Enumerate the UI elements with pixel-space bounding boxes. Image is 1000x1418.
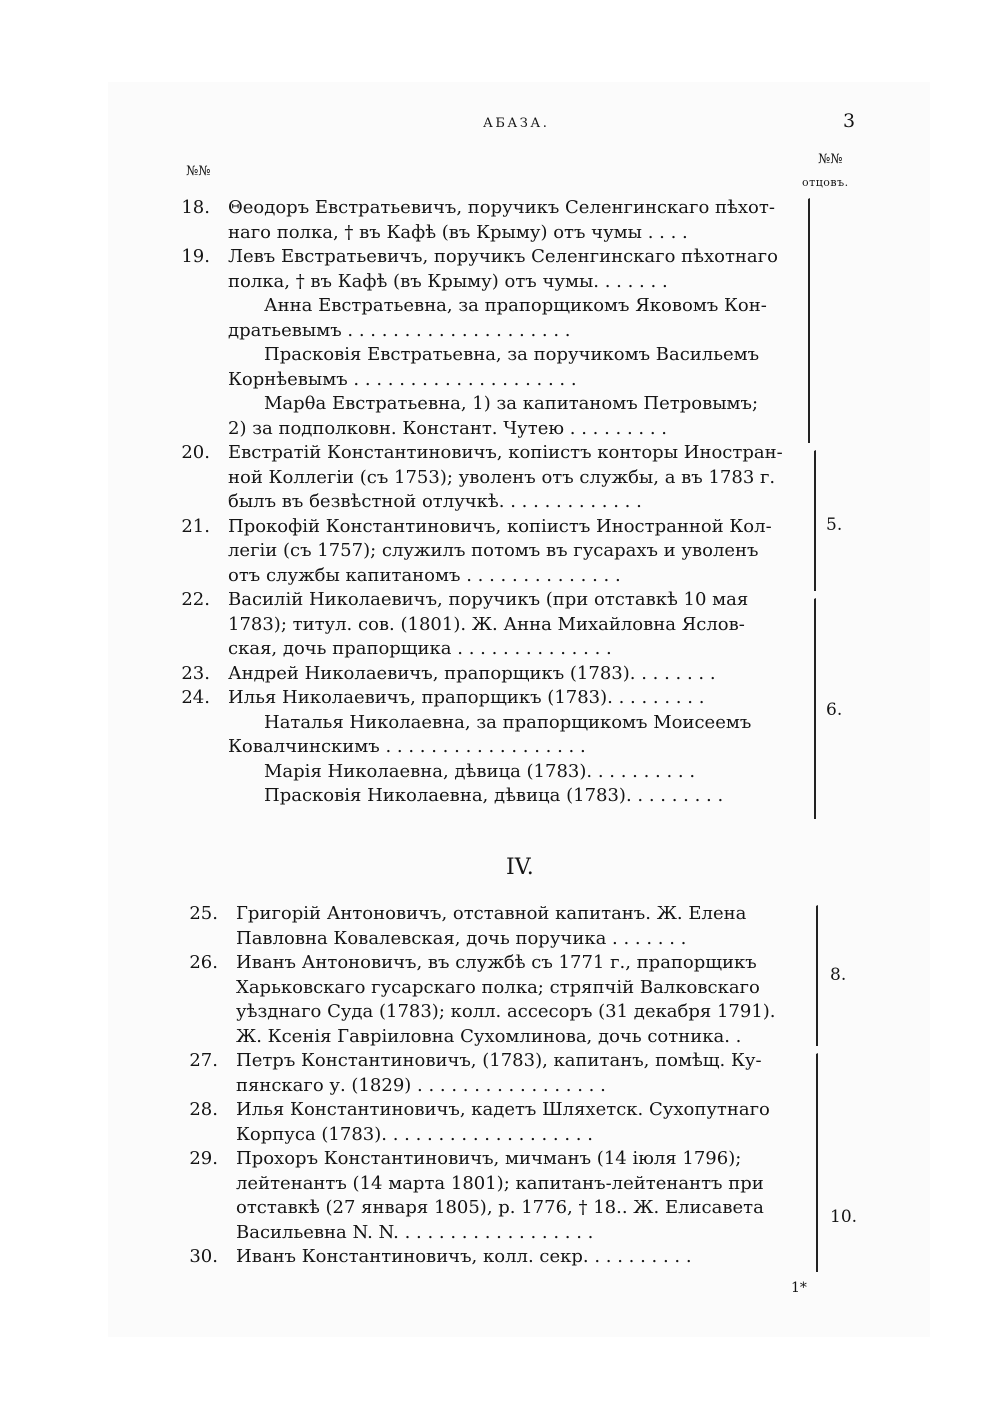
entry-text: наго полка, † въ Кафѣ (въ Крыму) отъ чумы . . . .: [228, 221, 688, 243]
entry-number: 22.: [181, 589, 210, 610]
entry-line: [0, 784, 1000, 808]
entry-number: 19.: [181, 246, 210, 267]
father-ref: 8.: [830, 965, 847, 985]
entry-line: [0, 1098, 1000, 1122]
entry-line: [0, 1245, 1000, 1269]
entry-line: [0, 539, 1000, 563]
entry-text: Васильевна N. N. . . . . . . . . . . . . . . . . .: [236, 1221, 594, 1243]
entry-line: [0, 490, 1000, 514]
column-header-right-label: отцовъ.: [802, 176, 849, 189]
entry-text: Θеодоръ Евстратьевичъ, поручикъ Селенгинскаго пѣхот-: [228, 197, 775, 218]
entry-text: Корнѣевымъ . . . . . . . . . . . . . . . . . . . .: [228, 368, 577, 390]
entry-text: полка, † въ Кафѣ (въ Крыму) отъ чумы. . . . . . .: [228, 270, 668, 292]
entry-text: былъ въ безвѣстной отлучкѣ. . . . . . . . . . . . .: [228, 491, 642, 512]
entry-text: Наталья Николаевна, за прапорщикомъ Моисеемъ: [264, 711, 752, 733]
entry-text: Прокофій Константиновичъ, копіистъ Иностранной Кол-: [228, 515, 772, 537]
entry-text: Андрей Николаевичъ, прапорщикъ (1783). . . . . . . .: [228, 662, 716, 684]
entry-line: [0, 613, 1000, 637]
entry-text: Илья Николаевичъ, прапорщикъ (1783). . . . . . . . .: [228, 687, 705, 708]
entry-line: [0, 760, 1000, 784]
entry-line: [0, 686, 1000, 710]
entry-line: [0, 294, 1000, 318]
entry-text: Ж. Ксенія Гавріиловна Сухомлинова, дочь сотника. .: [236, 1025, 742, 1047]
entry-line: [0, 1172, 1000, 1196]
entry-line: [0, 662, 1000, 686]
bracket: [806, 1053, 818, 1272]
column-header-right: №№: [818, 152, 843, 167]
entry-line: [0, 711, 1000, 735]
father-ref: 10.: [830, 1207, 858, 1227]
entry-number: 27.: [189, 1050, 218, 1071]
entry-number: 21.: [181, 515, 210, 537]
entry-text: Григорій Антоновичъ, отставной капитанъ. Ж. Елена: [236, 903, 747, 924]
entry-line: [0, 735, 1000, 759]
entry-line: [0, 196, 1000, 220]
entry-text: Прасковія Николаевна, дѣвица (1783). . . . . . . . .: [264, 785, 724, 806]
entry-line: [0, 319, 1000, 343]
entry-line: [0, 417, 1000, 441]
entry-line: [0, 466, 1000, 490]
entry-text: ская, дочь прапорщика . . . . . . . . . . . . . .: [228, 638, 612, 659]
entry-number: 25.: [189, 903, 218, 924]
bracket: [804, 598, 816, 819]
entry-line: [0, 270, 1000, 294]
father-ref: 6.: [826, 700, 843, 720]
entry-line: [0, 221, 1000, 245]
entry-text: Марθа Евстратьевна, 1) за капитаномъ Петровымъ;: [264, 393, 759, 414]
bracket: [806, 905, 818, 1046]
entry-line: [0, 1123, 1000, 1147]
entry-line: [0, 1000, 1000, 1024]
entry-text: Ковалчинскимъ . . . . . . . . . . . . . . . . . .: [228, 736, 586, 757]
father-ref: 5.: [826, 515, 843, 535]
entry-line: [0, 1147, 1000, 1171]
column-header-left: №№: [186, 164, 211, 179]
entry-line: [0, 951, 1000, 975]
entry-line: [0, 976, 1000, 1000]
entry-text: Харьковскаго гусарскаго полка; стряпчій Валковскаго: [236, 976, 760, 998]
printer-signature: 1*: [791, 1280, 807, 1296]
running-title: АБАЗА.: [483, 116, 550, 131]
entry-text: лейтенантъ (14 марта 1801); капитанъ-лейтенантъ при: [236, 1172, 764, 1194]
entry-text: Евстратій Константиновичъ, копіистъ конторы Иностран-: [228, 442, 783, 463]
entry-line: [0, 368, 1000, 392]
entry-number: 20.: [181, 442, 210, 463]
entry-line: [0, 392, 1000, 416]
entry-text: пянскаго у. (1829) . . . . . . . . . . . . . . . . .: [236, 1074, 606, 1096]
entry-text: Илья Константиновичъ, кадетъ Шляхетск. Сухопутнаго: [236, 1099, 770, 1120]
entry-text: дратьевымъ . . . . . . . . . . . . . . . . . . . .: [228, 319, 571, 341]
entry-line: [0, 1025, 1000, 1049]
entry-line: [0, 902, 1000, 926]
entry-text: легіи (съ 1757); служилъ потомъ въ гусарахъ и уволенъ: [228, 540, 759, 561]
entry-line: [0, 245, 1000, 269]
entry-text: 1783); титул. сов. (1801). Ж. Анна Михайловна Яслов-: [228, 613, 745, 635]
entry-text: Левъ Евстратьевичъ, поручикъ Селенгинскаго пѣхотнаго: [228, 246, 778, 267]
entry-text: уѣзднаго Суда (1783); колл. ассесоръ (31 декабря 1791).: [236, 1001, 776, 1022]
entry-text: Иванъ Антоновичъ, въ службѣ съ 1771 г., прапорщикъ: [236, 952, 757, 973]
entry-text: отъ службы капитаномъ . . . . . . . . . . . . . .: [228, 564, 621, 586]
section-heading: IV.: [506, 855, 534, 880]
entry-number: 30.: [189, 1246, 218, 1267]
entry-text: Прасковія Евстратьевна, за поручикомъ Васильемъ: [264, 344, 760, 365]
entry-line: [0, 441, 1000, 465]
bracket: [800, 198, 810, 443]
entry-line: [0, 1074, 1000, 1098]
page-number: 3: [843, 110, 856, 132]
entry-number: 24.: [181, 687, 210, 708]
entry-text: Прохоръ Константиновичъ, мичманъ (14 іюля 1796);: [236, 1148, 742, 1169]
entry-line: [0, 343, 1000, 367]
bracket: [804, 450, 816, 591]
entry-line: [0, 588, 1000, 612]
entry-text: Василій Николаевичъ, поручикъ (при отставкѣ 10 мая: [228, 589, 749, 610]
entry-text: Марія Николаевна, дѣвица (1783). . . . . . . . . .: [264, 760, 696, 782]
entry-number: 26.: [189, 952, 218, 973]
entry-line: [0, 637, 1000, 661]
entry-text: 2) за подполковн. Констант. Чутею . . . . . . . . .: [228, 417, 668, 439]
entry-number: 23.: [181, 662, 210, 684]
entry-number: 18.: [181, 197, 210, 218]
entry-number: 28.: [189, 1099, 218, 1120]
entry-number: 29.: [189, 1148, 218, 1169]
entry-text: Павловна Ковалевская, дочь поручика . . . . . . .: [236, 927, 687, 949]
entry-line: [0, 564, 1000, 588]
entry-text: Корпуса (1783). . . . . . . . . . . . . . . . . . .: [236, 1123, 593, 1145]
entry-text: Иванъ Константиновичъ, колл. секр. . . . . . . . . .: [236, 1246, 692, 1267]
entry-line: [0, 515, 1000, 539]
entry-text: ной Коллегіи (съ 1753); уволенъ отъ службы, а въ 1783 г.: [228, 466, 776, 488]
entry-text: отставкѣ (27 января 1805), р. 1776, † 18.. Ж. Елисавета: [236, 1197, 764, 1218]
entry-line: [0, 1049, 1000, 1073]
entry-line: [0, 927, 1000, 951]
entry-text: Петръ Константиновичъ, (1783), капитанъ, помѣщ. Ку-: [236, 1050, 762, 1071]
entry-text: Анна Евстратьевна, за прапорщикомъ Яковомъ Кон-: [264, 295, 767, 316]
